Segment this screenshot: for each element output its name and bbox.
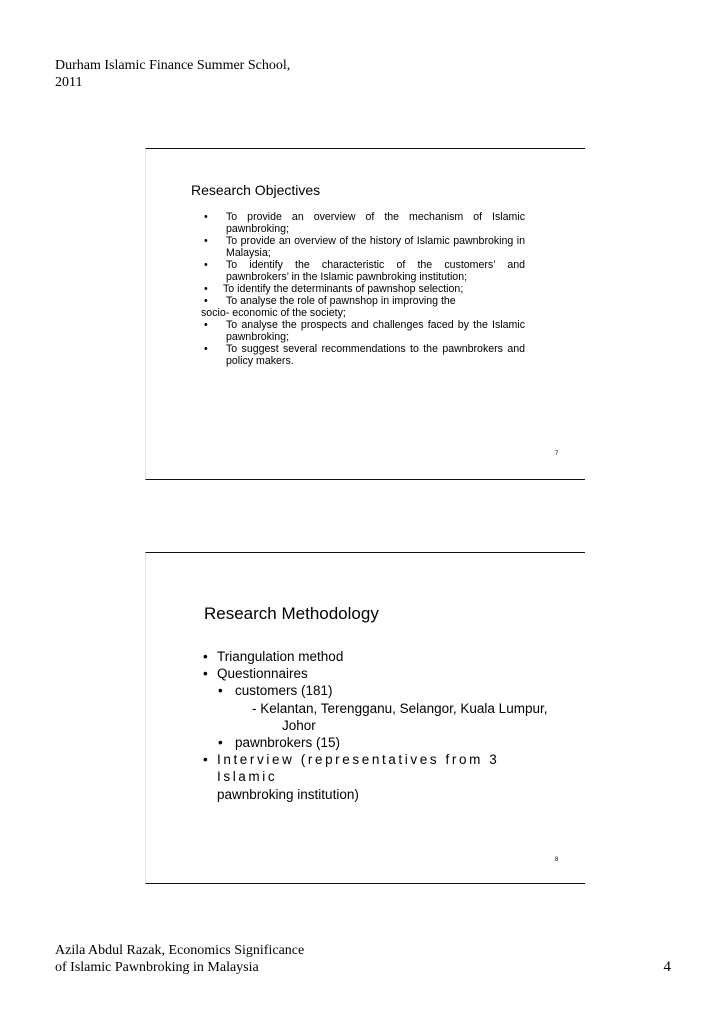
bullet-icon: • [218, 735, 223, 751]
slide-research-methodology [145, 552, 585, 884]
bullet-icon: • [203, 649, 208, 664]
list-item: • To provide an overview of the history of Islamic pawnbroking in Malaysia; [204, 235, 525, 259]
list-item: • To identify the determinants of pawnshop selection; [204, 283, 464, 295]
list-item: - Kelantan, Terengganu, Selangor, Kuala Lumpur, Johor [252, 700, 548, 733]
list-item: • To suggest several recommendations to the pawnbrokers and policy makers. [204, 343, 525, 367]
list-item: • Interview (representatives from 3 Islamic pawnbroking institution) [203, 752, 500, 802]
list-item: • To identify the characteristic of the customers’ and pawnbrokers’ in the Islamic pawnbroking institution; [204, 259, 525, 283]
slide-research-objectives [145, 148, 585, 480]
list-item: • To analyse the role of pawnshop in improving the socio- economic of the society; [201, 295, 456, 319]
bullet-icon: • [204, 259, 208, 271]
bullet-icon: • [203, 752, 211, 768]
list-item: • To analyse the prospects and challenges faced by the Islamic pawnbroking; [204, 319, 525, 343]
list-item: • customers (181) [218, 683, 333, 699]
bullet-icon: • [204, 295, 208, 307]
bullet-icon: • [204, 319, 208, 331]
slide-title: Research Methodology [204, 604, 379, 623]
document-footer [55, 942, 304, 976]
bullet-icon: • [204, 235, 208, 247]
list-item: • Triangulation method [203, 649, 344, 664]
slide-number: 7 [555, 451, 559, 457]
list-item: • pawnbrokers (15) [218, 735, 341, 751]
bullet-icon: • [204, 211, 208, 223]
bullet-icon: • [203, 666, 208, 682]
objectives-list [201, 211, 525, 367]
page-number: 4 [663, 959, 671, 975]
header-line-1: Durham Islamic Finance Summer School, [55, 58, 291, 73]
bullet-icon: • [204, 283, 208, 295]
footer-line-2: of Islamic Pawnbroking in Malaysia [55, 960, 259, 975]
bullet-icon: • [218, 683, 223, 699]
slide-number: 8 [555, 857, 559, 863]
slide-title: Research Objectives [191, 182, 321, 198]
methodology-list [203, 648, 559, 803]
document-header [55, 57, 290, 91]
header-line-2: 2011 [55, 75, 83, 90]
bullet-icon: • [204, 343, 208, 355]
footer-line-1: Azila Abdul Razak, Economics Significance [55, 943, 305, 958]
list-item: • Questionnaires [203, 666, 308, 682]
list-item: • To provide an overview of the mechanism of Islamic pawnbroking; [204, 211, 525, 235]
